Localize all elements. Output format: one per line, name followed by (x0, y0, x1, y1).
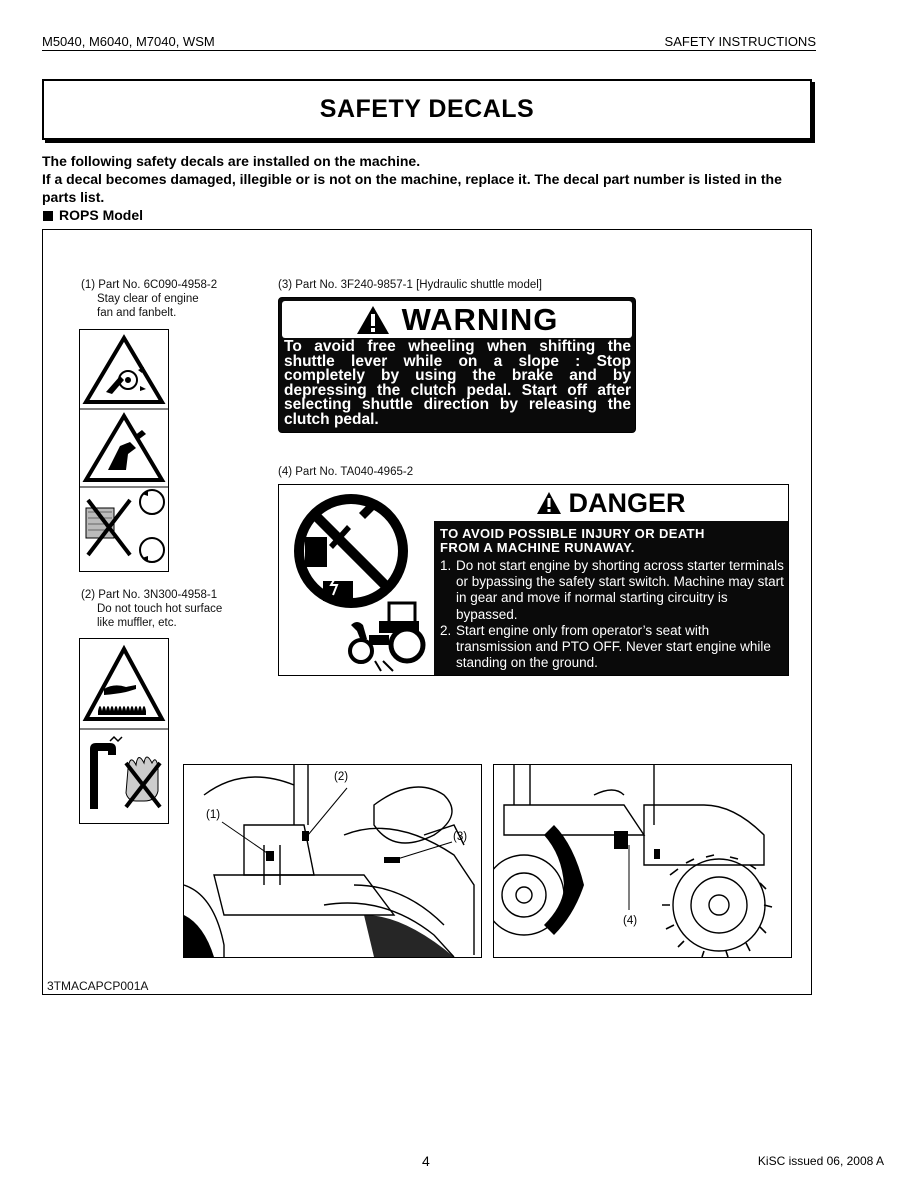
page-number: 4 (422, 1153, 430, 1169)
danger-sub1: TO AVOID POSSIBLE INJURY OR DEATH (440, 526, 705, 541)
danger-heading: DANGER (568, 487, 686, 518)
title-box (42, 79, 812, 140)
danger-item-text: Do not start engine by shorting across starter terminals or bypassing the safety start switch. Machine may start in gear and move if normal starting circuitry is bypassed. (456, 558, 784, 622)
square-bullet-icon (43, 211, 53, 221)
danger-pictogram (279, 485, 434, 675)
danger-decal (278, 484, 789, 676)
decal1-desc1: Stay clear of engine (97, 293, 199, 305)
page-title: SAFETY DECALS (319, 95, 535, 123)
callout-1: (1) (206, 809, 221, 821)
issue-note: KiSC issued 06, 2008 A (757, 1154, 884, 1168)
danger-item (440, 558, 784, 623)
decal4-part: (4) Part No. TA040-4965-2 (278, 466, 414, 478)
tractor-wheels-icon (494, 765, 791, 957)
decal2-desc1: Do not touch hot surface (97, 603, 223, 615)
header-manual-id: M5040, M6040, M7040, WSM (42, 34, 215, 49)
warning-decal (278, 297, 636, 433)
warning-triangle-icon (356, 305, 390, 335)
decal1-desc2: fan and fanbelt. (97, 307, 177, 319)
warning-heading: WARNING (401, 301, 559, 337)
warning-header (282, 301, 632, 338)
warning-body: To avoid free wheeling when shifting the shuttle lever while on a slope : Stop completely by using the brake and by depressing the clutch pedal. Start off after selecting shuttle direction by releasing the clutch pedal. (284, 338, 631, 428)
danger-item-number: 2. (440, 622, 452, 638)
decal2-label (81, 588, 222, 630)
decal2-part: (2) Part No. 3N300-4958-1 (81, 589, 218, 601)
decal3-part: (3) Part No. 3F240-9857-1 [Hydraulic shuttle model] (278, 279, 542, 291)
tractor-engine-icon (184, 765, 481, 957)
section-heading (42, 206, 817, 224)
decal2-pictogram (79, 638, 169, 824)
tractor-side-illustration (493, 764, 792, 958)
callout-4: (4) (623, 915, 638, 927)
intro-line1: The following safety decals are installed on the machine. (42, 153, 421, 169)
decal2-desc2: like muffler, etc. (97, 617, 177, 629)
figure-code: 3TMACAPCP001A (47, 979, 149, 993)
danger-subheading (440, 527, 705, 555)
section-label: ROPS Model (59, 207, 144, 223)
decal1-part: (1) Part No. 6C090-4958-2 (81, 279, 218, 291)
danger-item-text: Start engine only from operator’s seat with transmission and PTO OFF. Never start engine while standing on the ground. (456, 622, 771, 671)
callout-3: (3) (453, 831, 468, 843)
decal1-pictogram (79, 329, 169, 572)
danger-item (440, 623, 784, 672)
danger-text-panel (434, 485, 788, 675)
decal-figure (42, 229, 812, 995)
fan-hazard-icon (80, 330, 168, 571)
intro-line2: If a decal becomes damaged, illegible or is not on the machine, replace it. The decal part number is listed in the parts list. (42, 171, 782, 205)
danger-triangle-icon (536, 491, 562, 515)
callout-2: (2) (334, 771, 349, 783)
danger-list (440, 558, 784, 671)
hot-surface-icon (80, 639, 168, 823)
decal1-label (81, 278, 217, 320)
danger-header (434, 485, 788, 521)
danger-sub2: FROM A MACHINE RUNAWAY. (440, 540, 635, 555)
engine-bay-illustration (183, 764, 482, 958)
no-bypass-start-icon (279, 485, 434, 675)
header-rule (42, 50, 816, 51)
danger-item-number: 1. (440, 558, 452, 573)
header-section: SAFETY INSTRUCTIONS (664, 34, 816, 49)
